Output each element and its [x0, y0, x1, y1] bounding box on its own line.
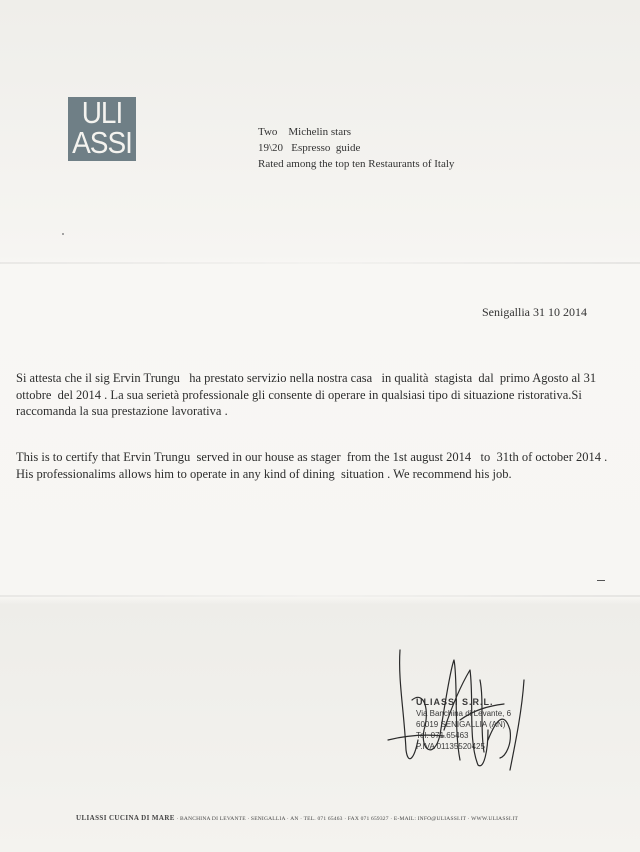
english-paragraph: This is to certify that Ervin Trungu served in our house as stager from the 1st august 2014 to 31th of october 2014 . His professionalims allows him to operate in any kind of dining situation . We recommend his job.: [16, 450, 611, 481]
footer-address: · BANCHINA DI LEVANTE · SENIGALLIA · AN · TEL. 071 65463 · FAX 071 659327 · E-MAIL: INFO@ULIASSI.IT · WWW.ULIASSI.IT: [176, 816, 519, 822]
handwritten-signature: [384, 640, 544, 780]
accolade-ranking: Rated among the top ten Restaurants of Italy: [258, 158, 455, 170]
logo-line-1: ULI: [81, 95, 123, 130]
accolade-michelin: Two Michelin stars: [258, 126, 352, 138]
paper-speck: [62, 233, 64, 235]
letter-date: Senigallia 31 10 2014: [482, 305, 587, 319]
letterhead-accolades: [258, 124, 454, 172]
accolade-espresso: 19\20 Espresso guide: [258, 142, 361, 154]
stamp-line-5: P.IVA 01135520425: [416, 742, 485, 751]
uliassi-logo: [68, 97, 136, 161]
paper-fold-lower: [0, 595, 640, 597]
stamp-line-3: 60019 SENIGALLIA (AN): [416, 720, 506, 729]
stamp-line-2: Via Banchina di Levante, 6: [416, 709, 512, 718]
stamp-line-1: ULIASSI S.R.L.: [416, 697, 494, 707]
footer-brand: ULIASSI CUCINA DI MARE: [76, 814, 175, 822]
paper-mark: [597, 580, 605, 581]
logo-line-2: ASSI: [72, 125, 132, 160]
italian-paragraph: Si attesta che il sig Ervin Trungu ha prestato servizio nella nostra casa in qualità stagista dal primo Agosto al 31 ottobre del 2014 . La sua serietà professionale gli consente di operare in qualsiasi tipo di situazione ristorativa.Si raccomanda la sua prestazione lavorativa .: [16, 371, 600, 418]
paper-fold-upper: [0, 262, 640, 264]
letter-footer: [76, 814, 518, 822]
stamp-line-4: Tel. 071.65463: [416, 731, 469, 740]
